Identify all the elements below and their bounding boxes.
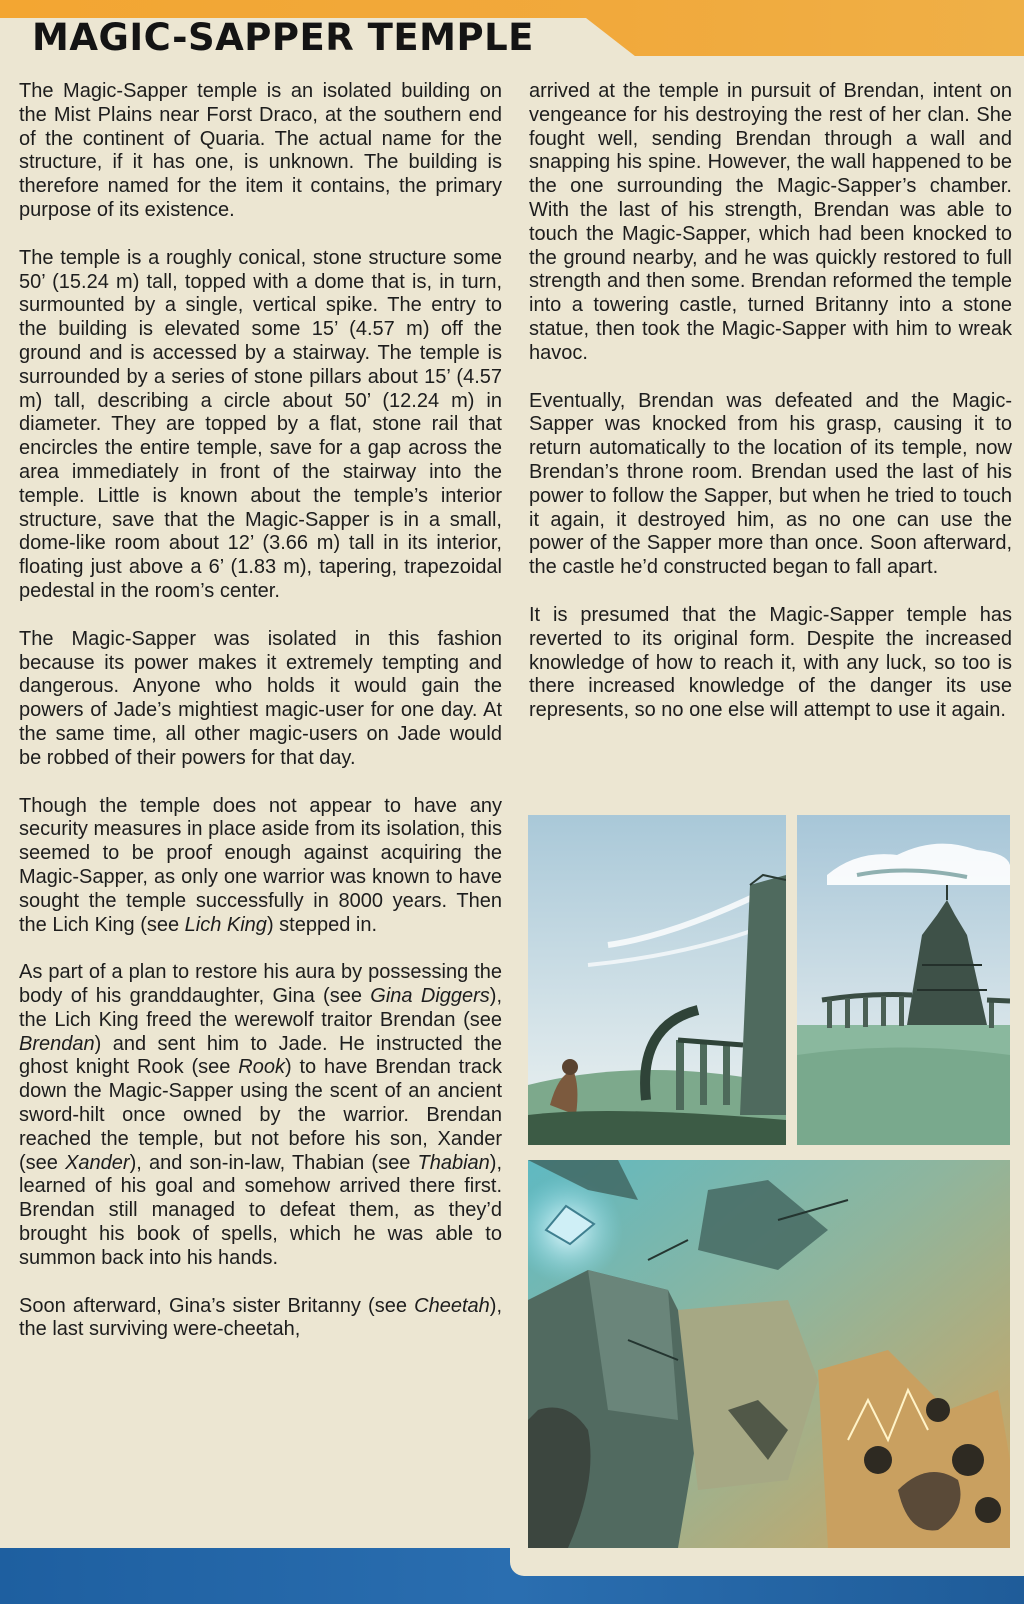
paragraph-structure: The temple is a roughly conical, stone structure some 50’ (15.24 m) tall, topped with a dome that is, in turn, surmounted by a single, vertical spike. The entry to the building is elevated some 15’ (4.57 m) off the ground and is accessed by a stairway. The temple is surrounded by a series of stone pillars about 15’ (4.57 m) tall, describing a circle about 50’ (12.24 m) in diameter. They are topped by a flat, stone rail that encircles the entire temple, save for a gap across the area immediately in front of the stairway into the temple. Little is known about the temple’s interior structure, save that the Magic-Sapper is in a small, dome-like room about 12’ (3.66 m) tall in its interior, floating just above a 6’ (1.83 m), tapering, trapezoidal pedestal in the room’s center. bbox=[19, 246, 502, 602]
paragraph-security bbox=[19, 795, 502, 938]
cross-reference-lich-king: Lich King bbox=[184, 913, 267, 936]
text-run: ), learned of his goal and somehow arrived there first. Brendan still managed to defeat them, as they’d brought his book of spells, which he was able to summon back into his hands. bbox=[19, 1151, 502, 1269]
paragraph-location: The Magic-Sapper temple is an isolated building on the Mist Plains near Forst Draco, at the southern end of the continent of Quaria. The actual name for the structure, if it has one, is unknown. The building is therefore named for the item it contains, the primary purpose of its existence. bbox=[19, 80, 502, 221]
text-run: ) stepped in. bbox=[266, 913, 378, 936]
paragraph-isolation: The Magic-Sapper was isolated in this fashion because its power makes it extremely tempting and dangerous. Anyone who holds it would gain the powers of Jade’s mightiest magic-user for one day. At the same time, all other magic-users on Jade would be robbed of their powers for that day. bbox=[19, 627, 502, 769]
cross-reference-gina-diggers: Gina Diggers bbox=[370, 985, 490, 1008]
illustration-temple-approach bbox=[528, 815, 786, 1145]
text-run: Though the temple does not appear to have any security measures in place aside from its isolation, this seemed to be proof enough against acquiring the Magic-Sapper, as only one warrior was known to have sought the temple successfully in 8000 years. Then the Lich King (see bbox=[19, 794, 502, 936]
cross-reference-rook: Rook bbox=[238, 1056, 285, 1079]
text-run: ) to have Brendan track down the Magic-Sapper using the scent of an ancient sword-hilt once owned by the warrior. Brendan reached the temple, but not before his son, Xander (see bbox=[19, 1056, 502, 1174]
crumbling-wall-drawing bbox=[528, 1160, 1010, 1548]
cross-reference-cheetah: Cheetah bbox=[414, 1294, 490, 1317]
text-run: ) and sent him to Jade. He instructed the ghost knight Rook (see bbox=[19, 1032, 502, 1079]
paragraph-britanny bbox=[19, 1295, 502, 1343]
cross-reference-thabian: Thabian bbox=[417, 1151, 490, 1174]
left-column bbox=[19, 80, 502, 1366]
text-run: As part of a plan to restore his aura by possessing the body of his granddaughter, Gina (see bbox=[19, 961, 502, 1008]
text-run: ), the Lich King freed the werewolf traitor Brendan (see bbox=[19, 985, 503, 1031]
temple-exterior-drawing bbox=[797, 815, 1010, 1145]
paragraph-present: It is presumed that the Magic-Sapper temple has reverted to its original form. Despite the increased knowledge of how to reach it, with any luck, so too is there increased knowledge of the danger its use represents, so no one else will attempt to use it again. bbox=[529, 603, 1012, 722]
right-column bbox=[529, 80, 1012, 747]
page-title: MAGIC-SAPPER TEMPLE bbox=[32, 16, 534, 59]
paragraph-plan bbox=[19, 961, 502, 1270]
text-run: Soon afterward, Gina’s sister Britanny (see bbox=[19, 1294, 415, 1317]
text-run: ), the last surviving were-cheetah, bbox=[19, 1294, 502, 1341]
paragraph-defeat: Eventually, Brendan was defeated and the Magic-Sapper was knocked from his grasp, causing it to return automatically to the location of its temple, now Brendan’s throne room. Brendan used the last of his power to follow the Sapper, but when he tried to touch it again, it destroyed him, as no one can use the power of the Sapper more than once. Soon afterward, the castle he’d constructed began to fall apart. bbox=[529, 389, 1012, 579]
cross-reference-xander: Xander bbox=[65, 1151, 130, 1174]
illustration-temple-exterior bbox=[797, 815, 1010, 1145]
temple-approach-drawing bbox=[528, 815, 786, 1145]
text-run: ), and son-in-law, Thabian (see bbox=[129, 1151, 418, 1174]
illustration-mat bbox=[510, 1548, 1024, 1576]
illustration-crumbling-wall bbox=[528, 1160, 1010, 1548]
paragraph-battle: arrived at the temple in pursuit of Brendan, intent on vengeance for his destroying the rest of her clan. She fought well, sending Brendan through a wall and snapping his spine. However, the wall happened to be the one surrounding the Magic-Sapper’s chamber. With the last of his strength, Brendan was able to touch the Magic-Sapper, which had been knocked to the ground nearby, and he was quickly restored to full strength and then some. Brendan reformed the temple into a towering castle, turned Britanny into a stone statue, then took the Magic-Sapper with him to wreak havoc. bbox=[529, 80, 1012, 364]
cross-reference-brendan: Brendan bbox=[19, 1032, 95, 1055]
